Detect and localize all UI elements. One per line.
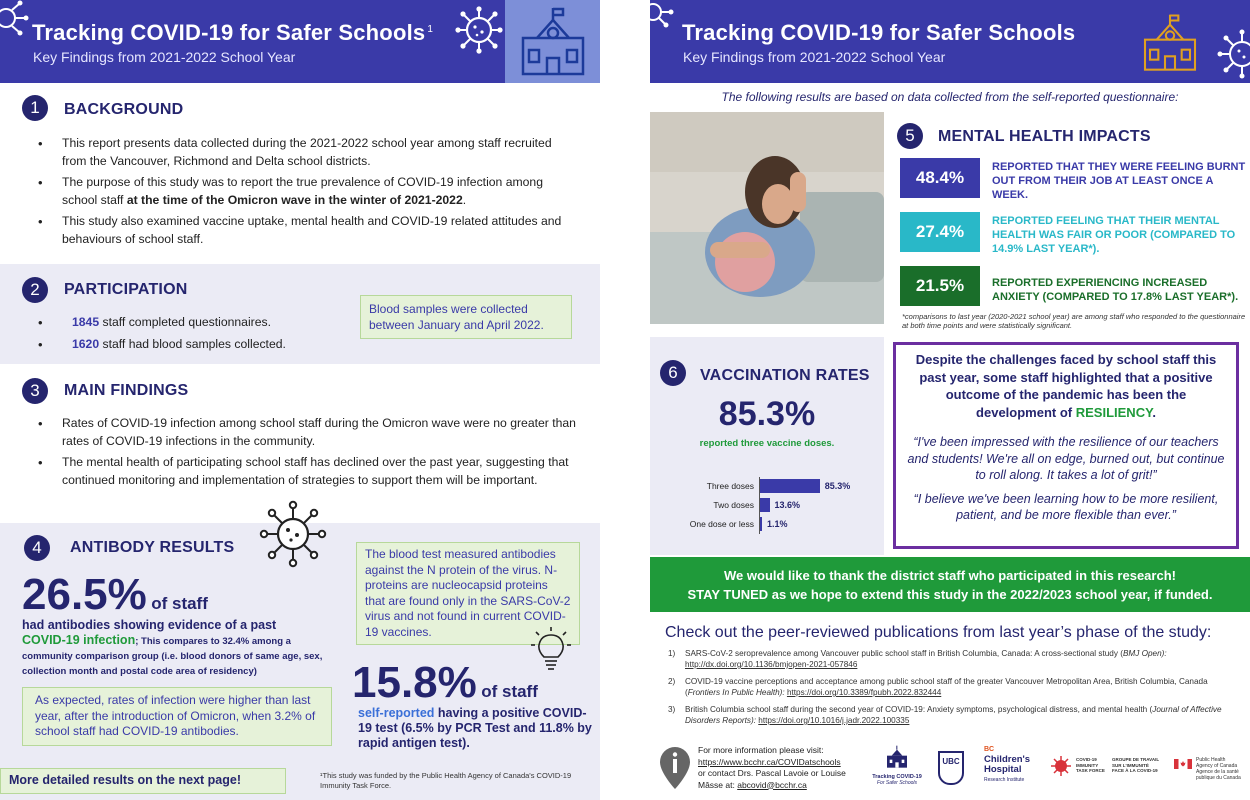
publication-item: 1) SARS-CoV-2 seroprevalence among Vancouver public school staff in British Columbia, Canada: A cross-sectional study (BMJ Open): http://dx.doi.org/10.1136/bmjopen-2021-057846 <box>668 649 1167 669</box>
publication-item: 3) British Columbia school staff during the second year of COVID-19: Anxiety symptoms, psychological distress, and mental health (Journal of Affective Disorders Reports): https://doi.org/10.1016/j.jadr.2022.100335 <box>668 705 1222 725</box>
vaccination-chart <box>650 475 884 539</box>
bar <box>760 517 762 531</box>
school-icon-box <box>505 0 600 83</box>
footer-bar <box>650 735 1250 800</box>
photo-illustration <box>650 112 884 324</box>
section-title: PARTICIPATION <box>64 281 188 298</box>
school-icon <box>517 6 589 78</box>
school-icon <box>1140 8 1200 78</box>
quote: “I believe we've been learning how to be more resilient, patient, and be more flexible than ever.” <box>913 491 1219 522</box>
bar <box>760 479 820 493</box>
positive-test-desc: self-reported having a positive COVID-19 test (6.5% by PCR Test and 11.8% by rapid antigen test). <box>358 706 592 750</box>
canada-flag-icon <box>1174 759 1192 769</box>
funding-footnote: ¹This study was funded by the Public Health Agency of Canada's COVID-19 Immunity Task Force. <box>320 771 572 790</box>
resilience-heading: Despite the challenges faced by school staff this past year, some staff highlighted that a positive outcome of the pandemic has been the development of RESILIENCY. <box>915 352 1217 420</box>
mental-footnote: *comparisons to last year (2020-2021 school year) are among staff who responded to the questionnaire at both time points and were statistically significant. <box>902 312 1246 330</box>
bar <box>760 498 770 512</box>
logo-bc-childrens: BC Children's Hospital Research Institute <box>984 746 1031 783</box>
page-title-right: Tracking COVID-19 for Safer Schools <box>682 20 1076 45</box>
section-title: VACCINATION RATES <box>700 367 870 384</box>
email-link[interactable]: abcovid@bcchr.ca <box>737 779 807 790</box>
section-number: 1 <box>22 95 48 121</box>
page-gap <box>600 0 650 800</box>
vaccination-big-stat: 85.3% <box>718 395 816 433</box>
contact-info: For more information please visit: https://www.bcchr.ca/COVIDatschools or contact Drs. Pascal Lavoie or Louise Mâsse at: abcovid@bcchr.ca <box>698 745 878 791</box>
stressed-person-photo <box>650 112 884 324</box>
section-vaccination <box>650 337 884 555</box>
section-number: 5 <box>897 123 923 149</box>
list-item: • 1845 staff completed questionnaires. <box>32 314 352 332</box>
virus-icon <box>0 0 30 40</box>
bar-category-label: One dose or less <box>689 519 754 529</box>
page-subtitle-right: Key Findings from 2021-2022 School Year <box>683 49 946 65</box>
section-title: ANTIBODY RESULTS <box>70 539 235 556</box>
section-number: 3 <box>22 378 48 404</box>
banner-right <box>650 0 1250 83</box>
publication-item: 2) COVID-19 vaccine perceptions and acceptance among public school staff of the greater Vancouver Metropolitan Area, British Columbia, Canada (Frontiers In Public Health): https://doi.org/10.3389/fpubh.2022.832444 <box>668 677 1208 697</box>
publication-link[interactable]: https://doi.org/10.1016/j.jadr.2022.100335 <box>758 716 910 725</box>
bar-category-label: Three doses <box>706 481 754 491</box>
section-number: 6 <box>660 360 686 386</box>
bar-value-label: 13.6% <box>774 500 801 510</box>
stat-text: REPORTED FEELING THAT THEIR MENTAL HEALTH WAS FAIR OR POOR (COMPARED TO 14.9% LAST YEAR*). <box>992 215 1236 255</box>
page-right <box>650 0 1250 800</box>
antibody-stat-desc: had antibodies showing evidence of a past COVID-19 infection; This compares to 32.4% among a community comparison group (i.e. blood donors of same age, sex, collection month and postal code area of residency) <box>22 618 323 677</box>
blood-sample-note: Blood samples were collected between January and April 2022. <box>360 295 572 339</box>
school-icon <box>884 745 910 769</box>
quote: “I've been impressed with the resilience of our teachers and students! We're all on edge, burned out, but continue to roll along. It takes a lot of grit!” <box>907 435 1225 482</box>
list-item: • 1620 staff had blood samples collected. <box>32 336 352 354</box>
section-number: 4 <box>24 535 50 561</box>
participation-list <box>32 314 352 357</box>
section-title: MENTAL HEALTH IMPACTS <box>938 128 1151 145</box>
publications-heading: Check out the peer-reviewed publications from last year’s phase of the study: <box>665 624 1212 641</box>
publication-link[interactable]: http://dx.doi.org/10.1136/bmjopen-2021-057846 <box>685 660 858 669</box>
page-title-left: Tracking COVID-19 for Safer Schools $^1$ <box>32 20 434 45</box>
banner-left <box>0 0 600 83</box>
logo-phac: Public Health Agency of Canada Agence de la santé publique du Canada <box>1174 757 1250 783</box>
bar-category-label: Two doses <box>713 500 754 510</box>
infection-rate-note: As expected, rates of infection were higher than last year, after the introduction of Omicron, when 3.2% of school staff had COVID-19 antibodies. <box>22 687 332 746</box>
chart-axis <box>759 477 760 534</box>
list-item: • This study also examined vaccine uptake, mental health and COVID-19 related attitudes and behaviours of school staff. <box>32 213 577 248</box>
blood-test-note: The blood test measured antibodies against the N protein of the virus. N-proteins are nucleocapsid proteins that are found only in the SARS-CoV-2 virus and not found in current COVID-19 vaccines. <box>356 542 580 645</box>
section-title: BACKGROUND <box>64 101 184 118</box>
section-participation <box>0 264 600 364</box>
vaccination-sub: reported three vaccine doses. <box>699 438 835 449</box>
publications-list <box>665 648 1235 732</box>
website-link[interactable]: https://www.bcchr.ca/COVIDatschools <box>698 756 841 767</box>
virus-icon <box>1216 24 1250 84</box>
page-subtitle-left: Key Findings from 2021-2022 School Year <box>33 49 296 65</box>
bar-value-label: 85.3% <box>824 481 851 491</box>
list-item: • This report presents data collected during the 2021-2022 school year among staff recruited from the Vancouver, Richmond and Delta school districts. <box>32 135 577 170</box>
background-list <box>32 135 577 252</box>
stat-anxiety <box>900 266 1245 306</box>
positive-test-stat: 15.8% of staff <box>352 658 538 707</box>
results-intro: The following results are based on data collected from the self-reported questionnaire: <box>721 90 1179 104</box>
virus-icon <box>455 4 503 56</box>
stat-burnout <box>900 158 1246 201</box>
section-number: 2 <box>22 277 48 303</box>
logo-tracking: Tracking COVID-19 For Safer Schools <box>868 745 926 786</box>
positive-test-stat-block <box>352 658 592 751</box>
logo-ubc: UBC <box>938 751 964 785</box>
page-left <box>0 0 600 800</box>
list-item: • Rates of COVID-19 infection among school staff during the Omicron wave were no greater than rates of COVID-19 infections in the community. <box>32 415 592 450</box>
section-antibody <box>0 523 600 800</box>
publication-link[interactable]: https://doi.org/10.3389/fpubh.2022.832444 <box>786 688 942 697</box>
antibody-stat-block <box>22 570 342 678</box>
stat-value: 27.4% <box>900 212 980 252</box>
section-title: MAIN FINDINGS <box>64 382 189 399</box>
thanks-line: We would like to thank the district staff who participated in this research! <box>724 568 1176 583</box>
stat-value: 48.4% <box>900 158 980 198</box>
resilience-box <box>893 342 1239 549</box>
virus-icon <box>650 0 676 30</box>
stat-value: 21.5% <box>900 266 980 306</box>
stat-text: REPORTED EXPERIENCING INCREASED ANXIETY (COMPARED TO 17.8% LAST YEAR*). <box>992 277 1239 303</box>
antibody-stat: 26.5% of staff <box>22 570 208 619</box>
logo-citf: COVID-19 IMMUNITY TASK FORCE GROUPE DE TRAVAIL SUR L'IMMUNITÉ FACE À LA COVID-19 <box>1050 755 1170 781</box>
stat-text: REPORTED THAT THEY WERE FEELING BURNT OUT FROM THEIR JOB AT LEAST ONCE A WEEK. <box>992 161 1246 201</box>
next-page-banner: More detailed results on the next page! <box>0 768 286 794</box>
bar-value-label: 1.1% <box>767 519 788 529</box>
findings-list <box>32 415 592 493</box>
thanks-line: STAY TUNED as we hope to extend this study in the 2022/2023 school year, if funded. <box>687 587 1213 602</box>
virus-icon <box>1050 755 1072 777</box>
stat-mental-health <box>900 212 1245 255</box>
info-icon <box>658 745 692 791</box>
section-background <box>0 83 600 263</box>
thanks-banner <box>650 557 1250 612</box>
virus-icon <box>258 499 328 569</box>
list-item: • The mental health of participating school staff has declined over the past year, suggesting that continued monitoring and implementation of strategies to support them will be important. <box>32 454 592 489</box>
list-item: • The purpose of this study was to report the true prevalence of COVID-19 infection among school staff at the time of the Omicron wave in the winter of 2021-2022. <box>32 174 577 209</box>
